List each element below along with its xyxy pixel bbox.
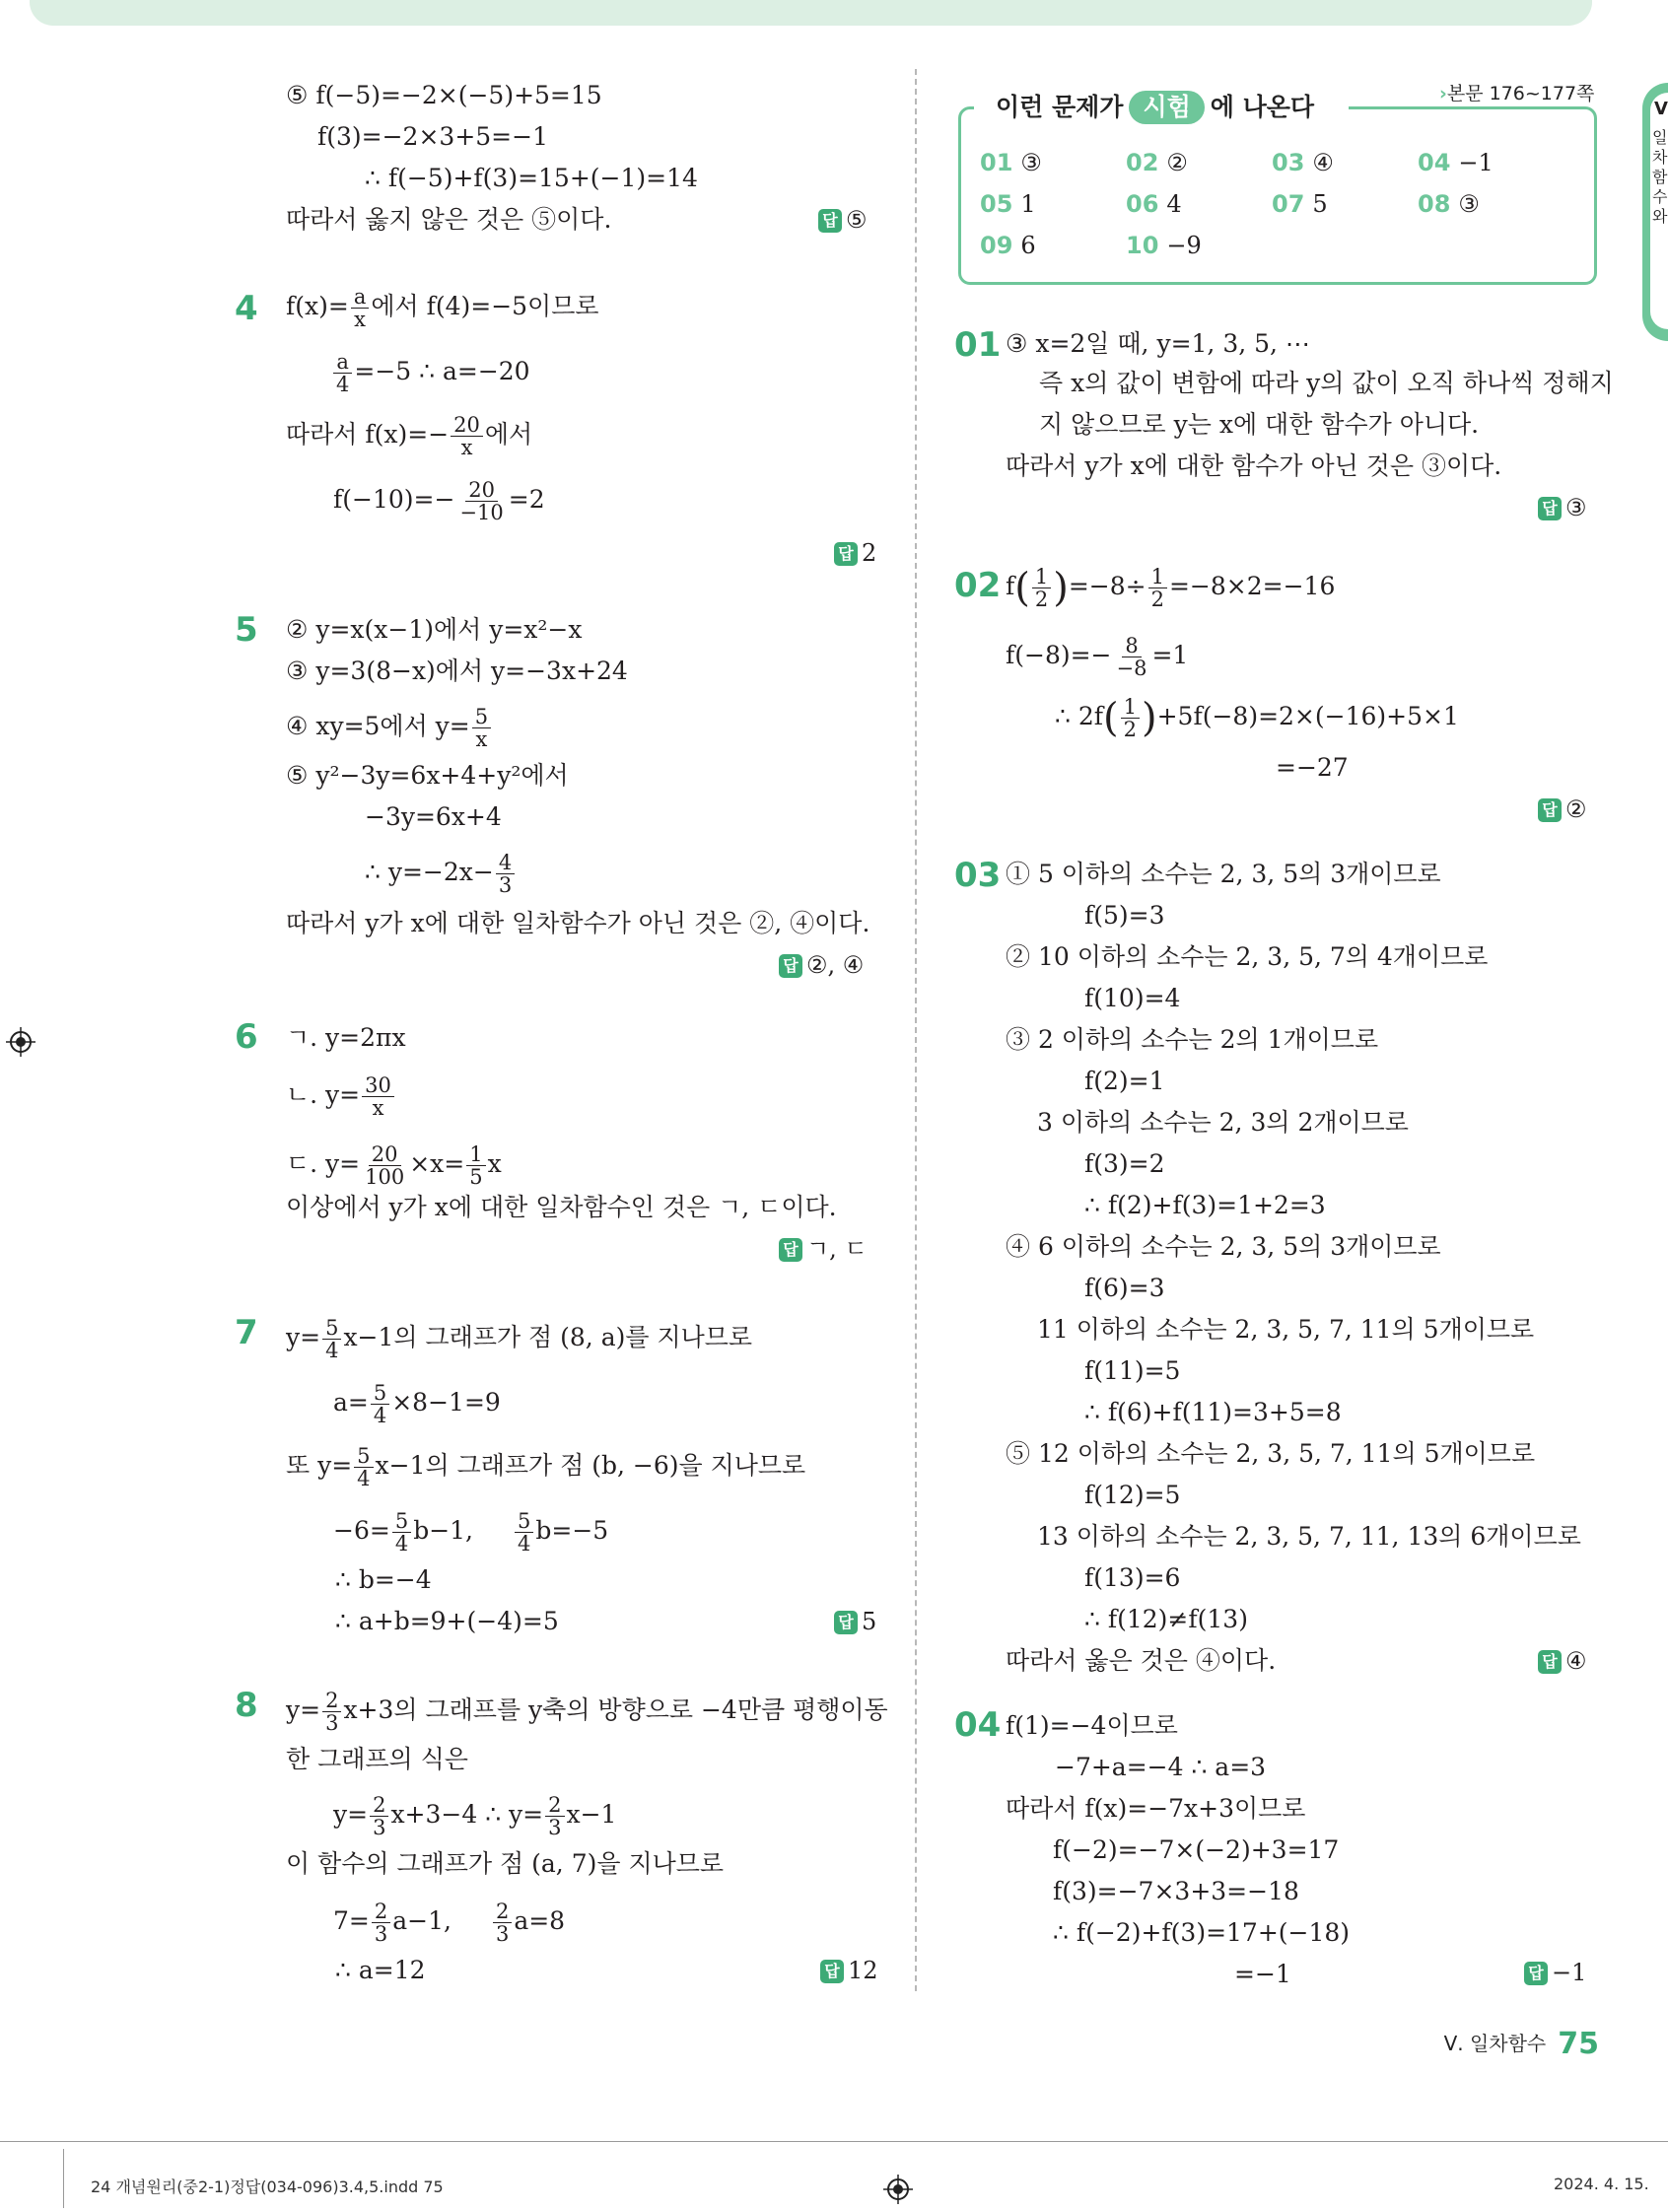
exam-answer-item: 03 ④ <box>1272 149 1334 176</box>
page-number: 75 <box>1558 2027 1599 2061</box>
answer-badge: 답 ② <box>1538 795 1587 824</box>
answer-badge: 답 −1 <box>1524 1958 1586 1987</box>
problem-number: 8 <box>235 1686 258 1725</box>
exam-answer-item: 04 −1 <box>1418 149 1494 176</box>
registration-mark-icon <box>6 1027 35 1057</box>
side-tab-roman: Ⅴ <box>1654 99 1668 119</box>
answer-badge: 답 2 <box>834 538 876 568</box>
problem-number: 5 <box>235 610 258 650</box>
problem-number: 03 <box>954 856 1002 895</box>
problem-number: 04 <box>954 1705 1002 1745</box>
exam-answer-item: 09 6 <box>980 232 1036 259</box>
page-footer: Ⅴ. 일차함수 75 <box>1443 2027 1599 2061</box>
exam-answer-item: 06 4 <box>1126 190 1182 218</box>
print-file-info: 24 개념원리(중2-1)정답(034-096)3.4,5.indd 75 <box>91 2177 444 2196</box>
answer-badge: 답 ②, ④ <box>779 950 864 980</box>
exam-answer-item: 05 1 <box>980 190 1036 218</box>
problem-number: 7 <box>235 1313 258 1352</box>
exam-box-title: 이런 문제가 시험 에 나온다 <box>974 85 1349 130</box>
answer-badge: 답 5 <box>834 1607 876 1636</box>
answer-badge: 답 ③ <box>1538 493 1587 522</box>
print-date: 2024. 4. 15. <box>1554 2175 1649 2193</box>
problem-number: 01 <box>954 325 1002 365</box>
exam-answer-item: 02 ② <box>1126 149 1188 176</box>
exam-answer-item: 01 ③ <box>980 149 1042 176</box>
answer-badge: 답 12 <box>820 1956 878 1985</box>
exam-answer-item: 07 5 <box>1272 190 1328 218</box>
answer-badge: 답 ④ <box>1538 1646 1587 1676</box>
side-tab-label: 일차함수와 <box>1652 128 1668 226</box>
answer-badge: 답 ㄱ, ㄷ <box>779 1234 868 1264</box>
answer-badge: 답 ⑤ <box>818 205 868 235</box>
top-band <box>30 0 1592 26</box>
exam-answer-item: 08 ③ <box>1418 190 1480 218</box>
registration-mark-icon <box>883 2175 913 2204</box>
column-divider <box>915 69 917 1991</box>
exam-answer-item: 10 −9 <box>1126 232 1202 259</box>
problem-number: 02 <box>954 566 1002 605</box>
page-reference: ›본문 176~177쪽 <box>1439 83 1595 104</box>
problem-number: 6 <box>235 1017 258 1057</box>
problem-number: 4 <box>235 289 258 328</box>
